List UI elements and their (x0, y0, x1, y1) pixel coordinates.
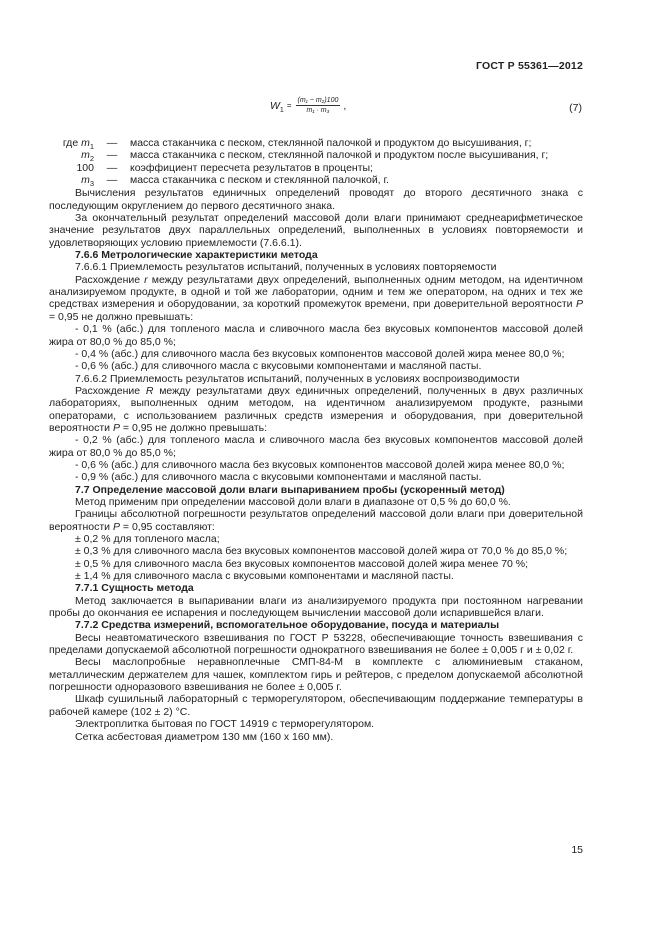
definition-text: масса стаканчика с песком, стеклянной палочкой и продуктом после высушивания, г; (130, 149, 549, 162)
definition-text: масса стаканчика с песком и стеклянной палочкой, г. (130, 174, 389, 187)
definition-dash: — (106, 161, 118, 174)
formula-equals: = (286, 101, 292, 110)
definition-symbol: 100 (76, 161, 94, 174)
formula-tail: , (343, 99, 347, 112)
paragraph: Границы абсолютной погрешности результатов определений массовой доли влаги при доверительной вероятности P = 0,95 составляют: (49, 508, 583, 533)
definition-symbol: $m_3$ (81, 174, 94, 189)
section-heading: 7.7 Определение массовой доли влаги выпариванием пробы (ускоренный метод) (75, 483, 505, 496)
formula-lhs: $W_1$ (270, 99, 284, 114)
section-heading: 7.7.1 Сущность метода (75, 582, 194, 595)
definition-dash: — (106, 149, 118, 162)
definition-item (49, 149, 583, 164)
paragraph: Расхождение r между результатами двух определений, выполненных одним методом, на идентичном анализируемом продукте, в одной и той же лаборатории, одним и тем же оператором, на одних и тех же средствах измерения и оборудовании, за короткий промежуток времени, при доверительной вероятности P = 0,95 не должно превышать: (49, 273, 583, 323)
list-item: ± 1,4 % для сливочного масла с вкусовыми компонентами и масляной пасты. (75, 570, 454, 583)
paragraph: Расхождение R между результатами двух единичных определений, полученных в двух различных лабораториях, выполненных одним методом, на идентичном анализируемом продукте, разными операторами, с использованием различных средств измерения и оборудования, при доверительной вероятности P = 0,95 не должно превышать: (49, 384, 583, 434)
definition-item (49, 174, 583, 189)
section-heading: 7.6.6 Метрологические характеристики метода (75, 249, 318, 262)
definition-text: масса стаканчика с песком, стеклянной палочкой и продуктом до высушивания, г; (130, 137, 532, 149)
paragraph: Метод заключается в выпаривании влаги из анализируемого продукта при постоянном нагревании пробы до окончания ее испарения и последующем вычислении массовой доли испарившейся влаги. (49, 594, 583, 620)
document-body (49, 137, 583, 743)
formula-denominator: m₁ · m₃ (306, 107, 330, 114)
definition-dash: — (106, 137, 118, 149)
paragraph: Электроплитка бытовая по ГОСТ 14919 с терморегулятором. (75, 718, 375, 731)
definitions-list (49, 137, 583, 189)
section-heading: 7.7.2 Средства измерений, вспомогательное оборудование, посуда и материалы (75, 619, 500, 632)
standard-header: ГОСТ Р 55361—2012 (475, 60, 583, 72)
list-item: - 0,9 % (абс.) для сливочного масла с вкусовыми компонентами и масляной пасты. (75, 471, 482, 484)
subsection-heading: 7.6.6.2 Приемлемость результатов испытаний, полученных в условиях воспроизводимости (75, 372, 520, 385)
equation-number: (7) (569, 102, 582, 114)
list-item: - 0,2 % (абс.) для топленого масла и сливочного масла без вкусовых компонентов массовой долей жира от 80,0 % до 85,0 %; (49, 434, 583, 459)
list-item: - 0,6 % (абс.) для сливочного масла с вкусовыми компонентами и масляной пасты. (75, 360, 482, 373)
formula-7 (270, 97, 346, 114)
definition-symbol: $m_2$ (81, 149, 94, 164)
list-item: ± 0,2 % для топленого масла; (75, 533, 220, 545)
list-item: - 0,4 % (абс.) для сливочного масла без вкусовых компонентов массовой долей жира менее 80,0 %; (75, 347, 565, 360)
definition-item (49, 137, 583, 152)
paragraph: Сетка асбестовая диаметром 130 мм (160 х 160 мм). (75, 730, 334, 743)
paragraph: За окончательный результат определений массовой доли влаги принимают среднеарифметическое значение результатов двух параллельных определений, выполненных в условиях повторяемости и удовлетворяющих условию приемлемости (7.6.6.1). (49, 212, 583, 249)
paragraph: Вычисления результатов единичных определений проводят до второго десятичного знака с последующим округлением до первого десятичного знака. (49, 187, 583, 212)
paragraph: Весы неавтоматического взвешивания по ГОСТ Р 53228, обеспечивающие точность взвешивания с пределами допускаемой абсолютной погрешности однократного взвешивания не более ± 0,005 г и ± 0,02 г. (49, 631, 583, 657)
list-item: ± 0,3 % для сливочного масла без вкусовых компонентов массовой долей жира от 70,0 % до 85,0 %; (75, 545, 568, 558)
subsection-heading: 7.6.6.1 Приемлемость результатов испытаний, полученных в условиях повторяемости (75, 261, 497, 274)
list-item: ± 0,5 % для сливочного масла без вкусовых компонентов массовой долей жира менее 70 %; (75, 557, 529, 570)
definition-symbol: где $m_1$ (62, 137, 94, 152)
definition-item (49, 162, 583, 174)
paragraph: Весы маслопробные неравноплечные СМП-84-М в комплекте с алюминиевым стаканом, металлическим держателем для чашек, комплектом гирь и рейтеров, с пределом допускаемой абсолютной погрешности одноразового взвешивания не более ± 0,005 г. (49, 656, 583, 694)
definition-dash: — (106, 174, 118, 187)
list-item: - 0,6 % (абс.) для сливочного масла без вкусовых компонентов массовой долей жира менее 80,0 %; (75, 458, 565, 471)
list-item: - 0,1 % (абс.) для топленого масла и сливочного масла без вкусовых компонентов массовой долей жира от 80,0 % до 85,0 %; (49, 323, 583, 348)
paragraph: Шкаф сушильный лабораторный с терморегулятором, обеспечивающим поддержание температуры в рабочей камере (102 ± 2) °С. (49, 693, 583, 718)
page-number: 15 (571, 844, 583, 856)
paragraph: Метод применим при определении массовой доли влаги в диапазоне от 0,5 % до 60,0 %. (75, 495, 511, 508)
formula-numerator: (m₁ − m₂)100 (297, 97, 339, 104)
definition-text: коэффициент пересчета результатов в проценты; (130, 161, 373, 174)
formula-fraction (296, 97, 341, 114)
